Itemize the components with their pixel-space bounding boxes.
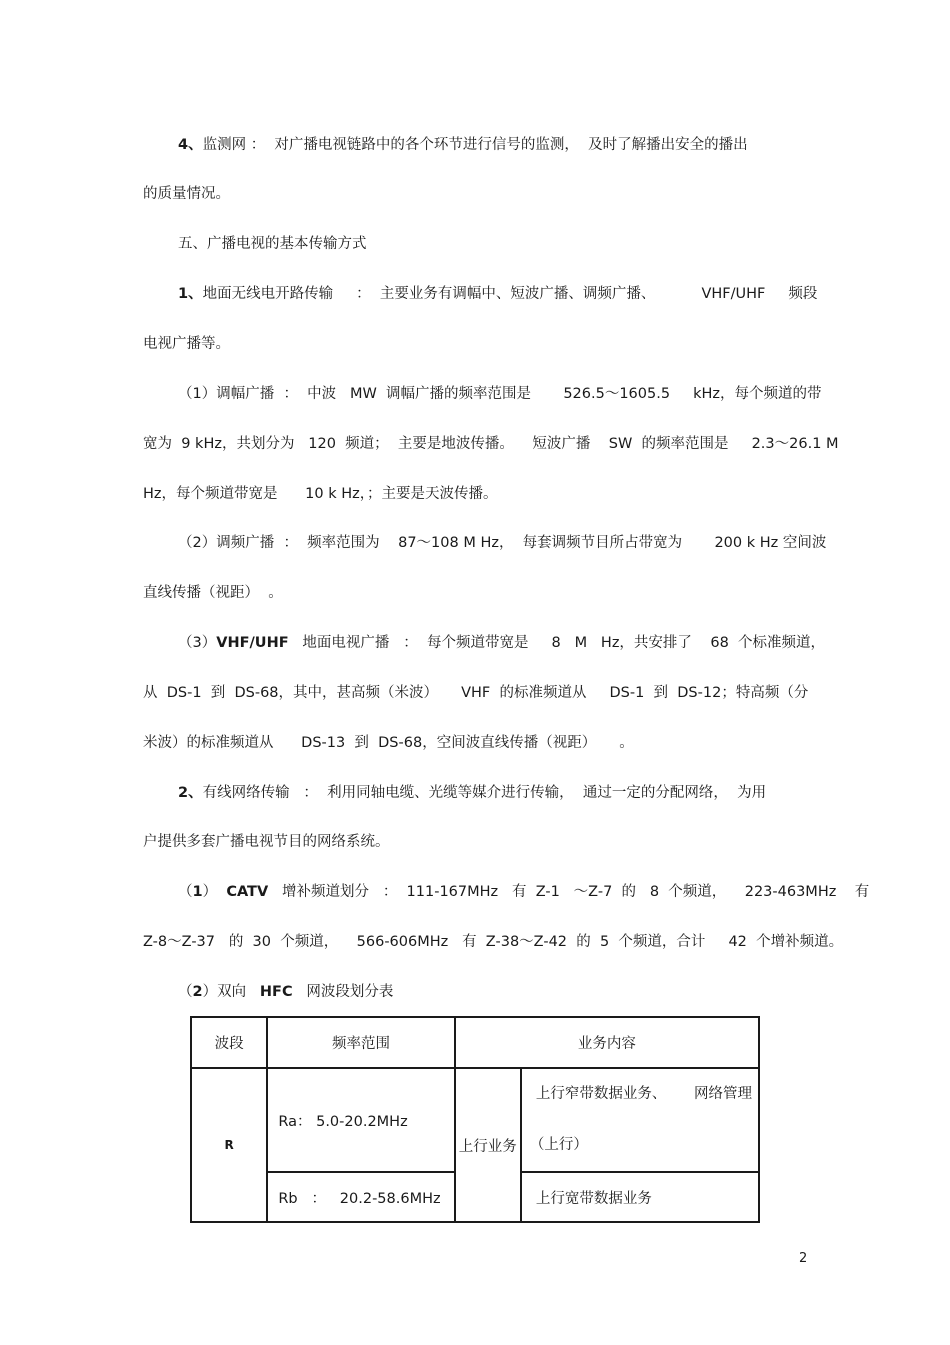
- item-number: 4、: [178, 137, 203, 153]
- caption-text: ）双向: [202, 984, 260, 1000]
- item-heading: 地面无线电开路传输: [202, 286, 334, 302]
- table-header-row: [191, 1017, 759, 1068]
- item-heading: 有线网络传输: [202, 785, 290, 801]
- section-heading: 五、广播电视的基本传输方式: [178, 236, 367, 252]
- table-caption: [178, 982, 393, 1002]
- paragraph-monitoring-network: [178, 135, 748, 155]
- item-text: 地面电视广播 ： 每个频道带宽是 8 M Hz，共安排了 68 个标准频道，: [288, 635, 826, 651]
- text-line: 直线传播（视距） 。: [143, 585, 283, 601]
- paragraph-terrestrial: [178, 284, 817, 304]
- item-number: 1: [192, 884, 203, 900]
- item-text: ： 主要业务有调幅中、短波广播、调频广播、 VHF/UHF 频段: [333, 286, 818, 302]
- text-line: Z-8～Z-37 的 30 个频道， 566-606MHz 有 Z-38～Z-42 的 5 个频道，合计 42 个增补频道。: [143, 934, 844, 950]
- service-type-cell: 上行业务: [455, 1068, 521, 1222]
- text-line: 电视广播等。: [143, 336, 230, 352]
- paragraph-cable-network: [178, 783, 766, 803]
- item-number: 1、: [178, 286, 203, 302]
- frequency-cell: Rb ： 20.2-58.6MHz: [267, 1172, 454, 1222]
- text-line: 从 DS-1 到 DS-68，其中，甚高频（米波） VHF 的标准频道从 DS-1 到 DS-12；特高频（分: [143, 685, 809, 701]
- header-frequency: 频率范围: [267, 1017, 454, 1068]
- frequency-cell: Ra： 5.0-20.2MHz: [267, 1068, 454, 1172]
- header-service: 业务内容: [455, 1017, 759, 1068]
- text-line: 宽为 9 kHz，共划分为 120 频道； 主要是地波传播。 短波广播 SW 的频率范围是 2.3～26.1 M: [143, 436, 839, 452]
- text-line: 的质量情况。: [143, 186, 230, 202]
- paren-open: （: [178, 884, 193, 900]
- text-line: 户提供多套广播电视节目的网络系统。: [143, 834, 390, 850]
- item-number: 2: [192, 984, 203, 1000]
- item-heading: CATV: [226, 884, 269, 900]
- item-text: 增补频道划分 ： 111-167MHz 有 Z-1 ～Z-7 的 8 个频道， 223-463MHz 有: [268, 884, 870, 900]
- text-line: 米波）的标准频道从 DS-13 到 DS-68，空间波直线传播（视距） 。: [143, 735, 634, 751]
- page-number: 2: [799, 1251, 808, 1266]
- hfc-band-table: [190, 1016, 760, 1223]
- service-content-line: （上行）: [529, 1137, 588, 1153]
- item-text: ： 对广播电视链路中的各个环节进行信号的监测， 及时了解播出安全的播出: [246, 137, 748, 153]
- text-line: （1）调幅广播 ： 中波 MW 调幅广播的频率范围是 526.5～1605.5 kHz，每个频道的带: [178, 386, 822, 402]
- paren-close: ）: [202, 884, 227, 900]
- text-line: Hz，每个频道带宽是 10 k Hz，；主要是天波传播。: [143, 486, 498, 502]
- item-number: （3）: [178, 635, 217, 651]
- paren-open: （: [178, 984, 193, 1000]
- header-band: 波段: [191, 1017, 267, 1068]
- caption-text: 网波段划分表: [292, 984, 394, 1000]
- service-content-cell: [521, 1068, 759, 1172]
- text-line: （2）调频广播 ： 频率范围为 87～108 M Hz， 每套调频节目所占带宽为 200 k Hz 空间波: [178, 535, 827, 551]
- paragraph-catv: [178, 882, 869, 902]
- service-content-cell: 上行宽带数据业务: [521, 1172, 759, 1222]
- item-heading: VHF/UHF: [216, 635, 289, 651]
- item-heading: 监测网: [202, 137, 247, 153]
- item-number: 2、: [178, 785, 203, 801]
- service-content-line: 上行窄带数据业务、 网络管理: [535, 1086, 752, 1102]
- table-row: [191, 1068, 759, 1172]
- item-text: ： 利用同轴电缆、光缆等媒介进行传输， 通过一定的分配网络， 为用: [289, 785, 767, 801]
- paragraph-vhf-uhf: [178, 633, 825, 653]
- band-cell: R: [191, 1068, 267, 1222]
- caption-keyword: HFC: [259, 984, 293, 1000]
